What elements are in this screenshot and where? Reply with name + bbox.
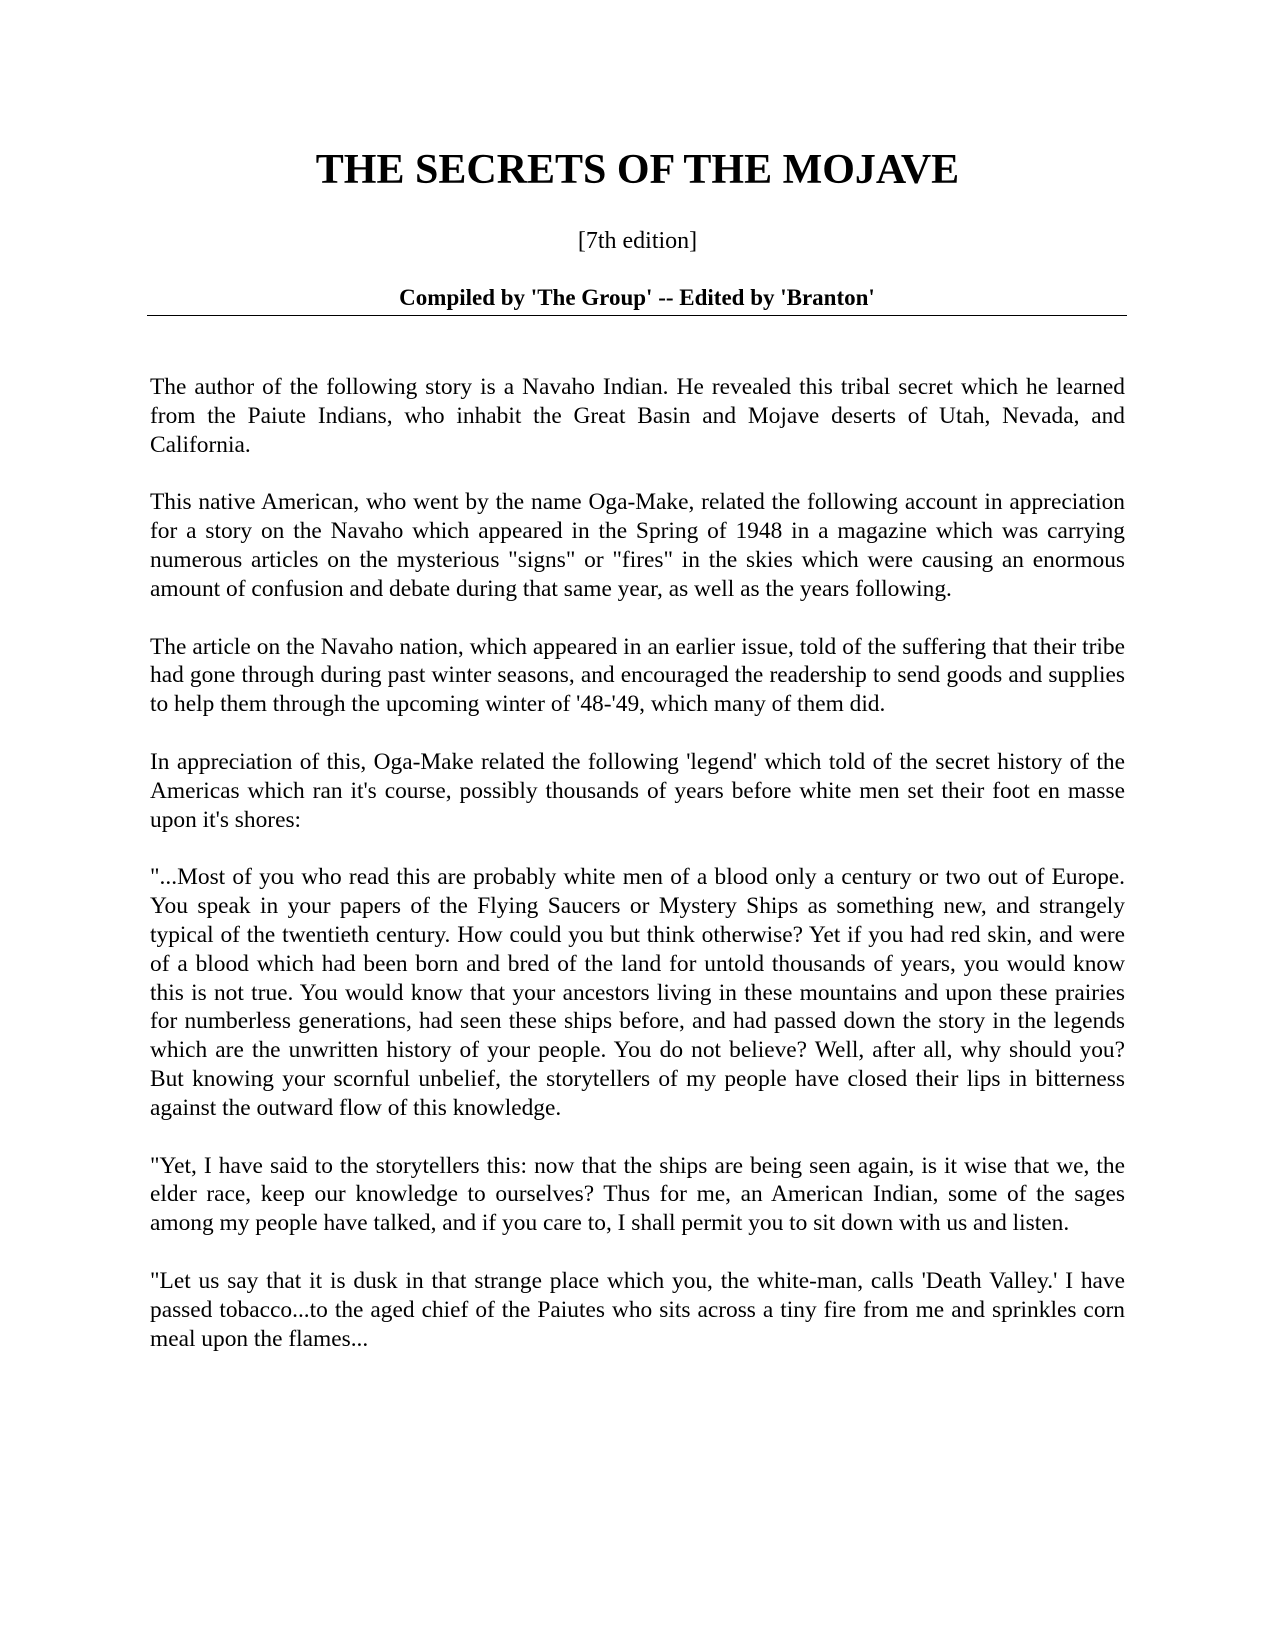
edition-label: [7th edition] bbox=[577, 228, 698, 254]
byline: Compiled by 'The Group' -- Edited by 'Branton' bbox=[399, 285, 875, 310]
paragraph: The article on the Navaho nation, which appeared in an earlier issue, told of the suffering that their tribe had gone through during past winter seasons, and encouraged the readership to send goods and supplies to help them through the upcoming winter of '48-'49, which many of them did. bbox=[150, 633, 1125, 718]
paragraph: "Yet, I have said to the storytellers this: now that the ships are being seen again, is it wise that we, the elder race, keep our knowledge to ourselves? Thus for me, an American Indian, some of the sages among my people have talked, and if you care to, I shall permit you to sit down with us and listen. bbox=[150, 1152, 1125, 1237]
paragraph: In appreciation of this, Oga-Make related the following 'legend' which told of the secret history of the Americas which ran it's course, possibly thousands of years before white men set their foot en masse upon it's shores: bbox=[150, 748, 1125, 833]
title-divider bbox=[147, 315, 1127, 316]
paragraph: "Let us say that it is dusk in that strange place which you, the white-man, calls 'Death Valley.' I have passed tobacco...to the aged chief of the Paiutes who sits across a tiny fire from me and sprinkles corn meal upon the flames... bbox=[150, 1267, 1125, 1352]
document-title: THE SECRETS OF THE MOJAVE bbox=[315, 147, 960, 193]
body-text bbox=[150, 373, 1125, 1382]
paragraph: The author of the following story is a Navaho Indian. He revealed this tribal secret which he learned from the Paiute Indians, who inhabit the Great Basin and Mojave deserts of Utah, Nevada, and California. bbox=[150, 374, 1125, 458]
paragraph: This native American, who went by the name Oga-Make, related the following account in appreciation for a story on the Navaho which appeared in the Spring of 1948 in a magazine which was carrying numerous articles on the mysterious "signs" or "fires" in the skies which were causing an enormous amount of confusion and debate during that same year, as well as the years following. bbox=[150, 489, 1125, 602]
paragraph: "...Most of you who read this are probably white men of a blood only a century or two out of Europe. You speak in your papers of the Flying Saucers or Mystery Ships as something new, and strangely typical of the twentieth century. How could you but think otherwise? Yet if you had red skin, and were of a blood which had been born and bred of the land for untold thousands of years, you would know this is not true. You would know that your ancestors living in these mountains and upon these prairies for numberless generations, had seen these ships before, and had passed down the story in the legends which are the unwritten history of your people. You do not believe? Well, after all, why should you? But knowing your scornful unbelief, the storytellers of my people have closed their lips in bitterness against the outward flow of this knowledge. bbox=[150, 864, 1125, 1121]
